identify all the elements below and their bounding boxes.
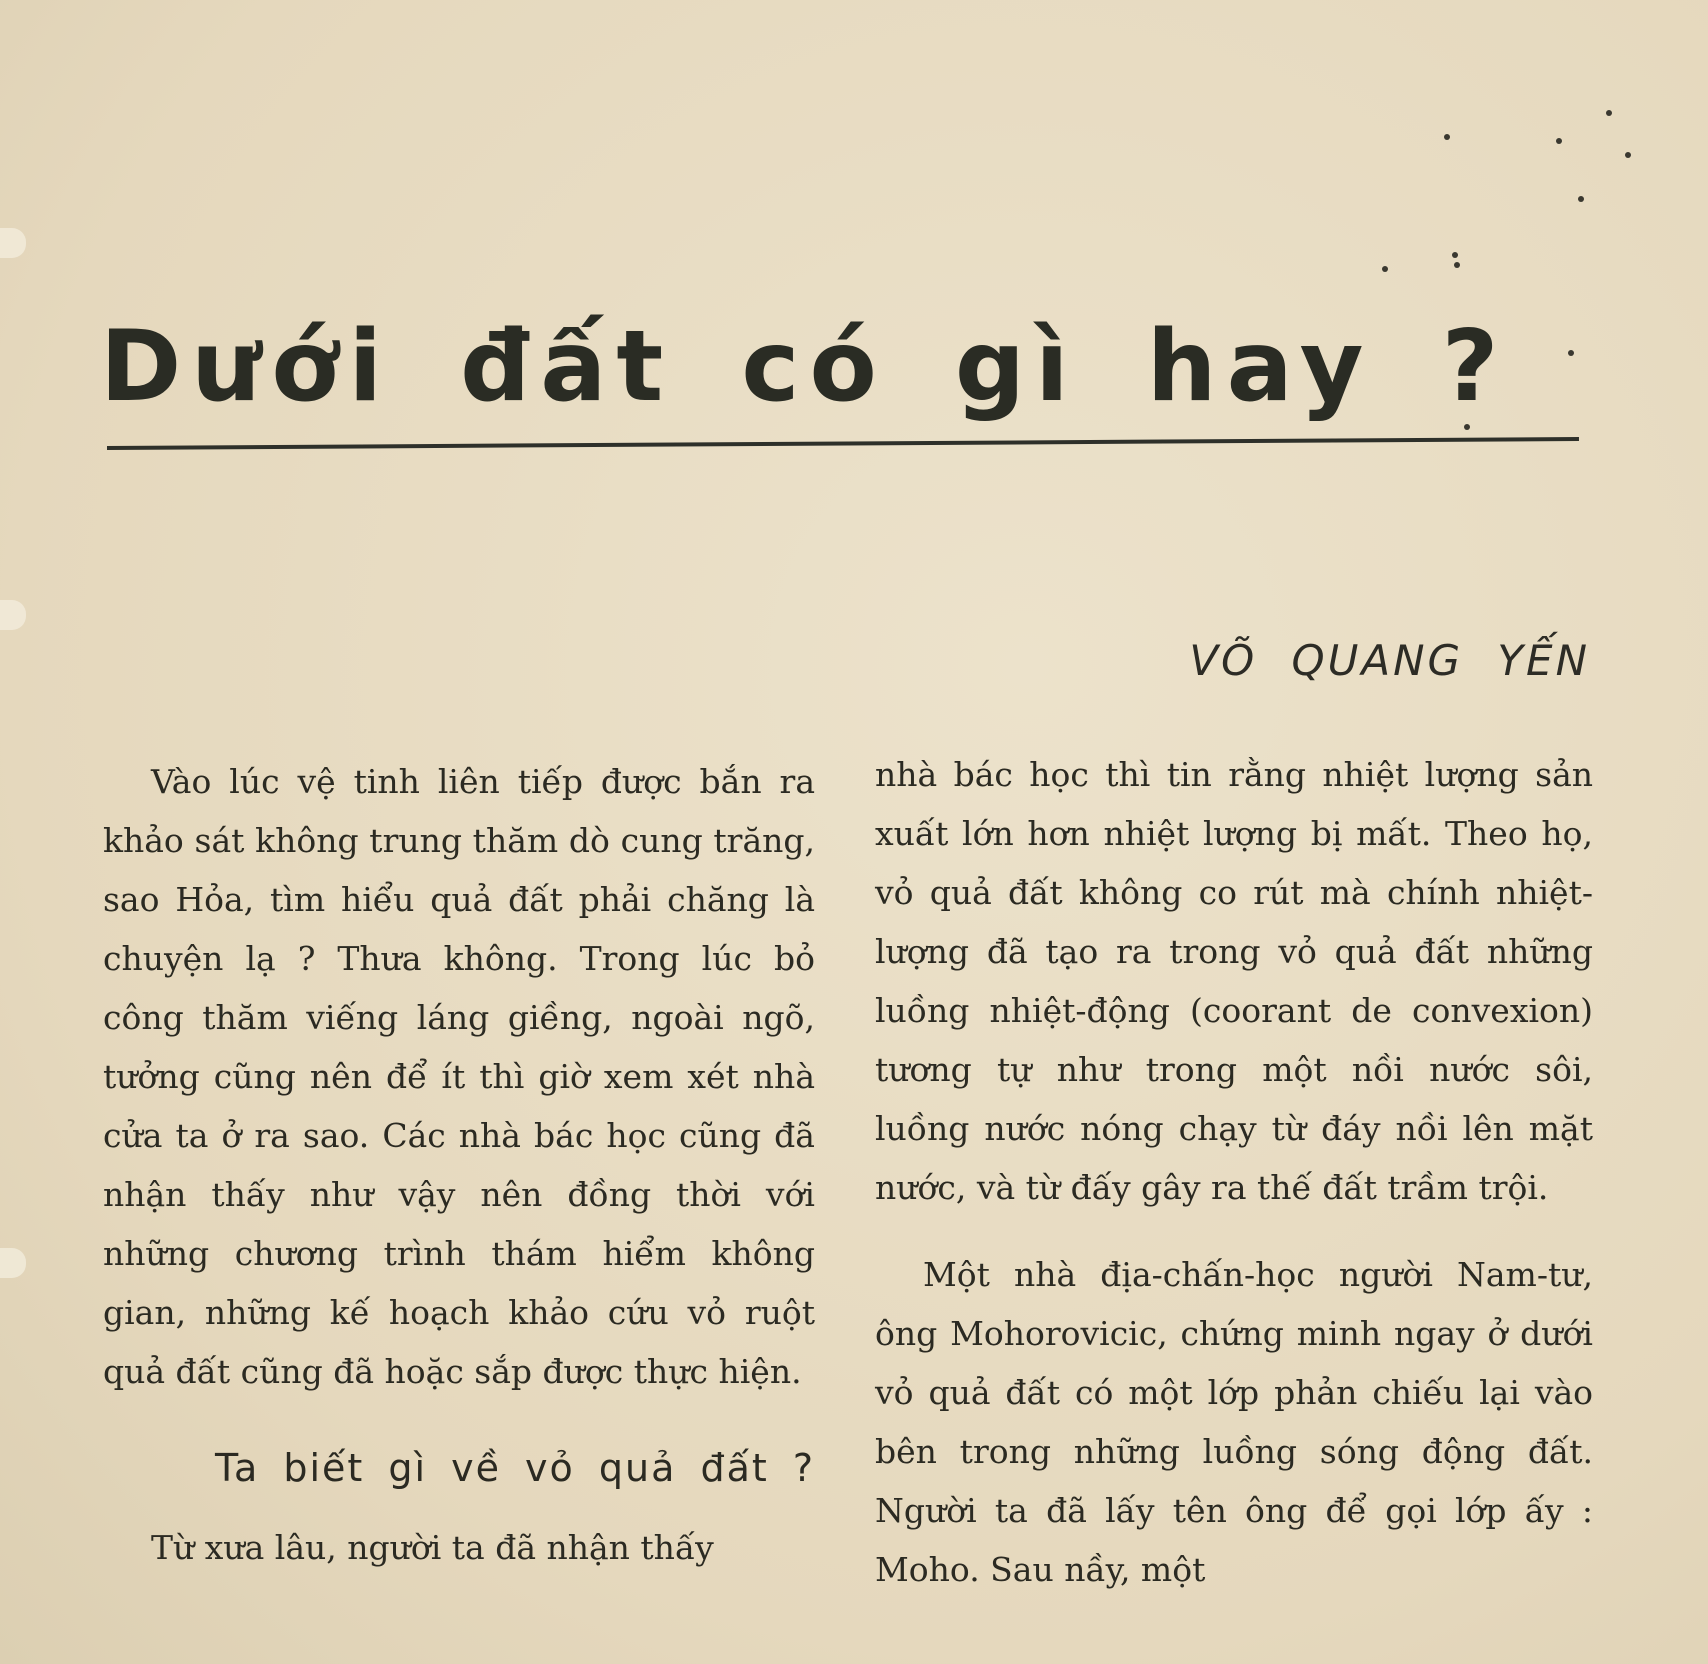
body-paragraph: nhà bác học thì tin rằng nhiệt lượng sản xuất lớn hơn nhiệt lượng bị mất. Theo họ, vỏ quả đất không co rút mà chính nhiệt-lượng đã tạo ra trong vỏ quả đất những luồng nhiệt-động (coorant de convexion) tương tự như trong một nồi nước sôi, luồng nước nóng chạy từ đáy nồi lên mặt nước, và từ đấy gây ra thế đất trầm trội. (875, 755, 1593, 1207)
title-underline (107, 437, 1579, 450)
ink-speck (1625, 152, 1631, 158)
ink-speck (1556, 138, 1562, 144)
paper-edge-tear (0, 600, 26, 630)
ink-speck (1452, 252, 1458, 258)
ink-speck (1382, 266, 1388, 272)
body-paragraph: Vào lúc vệ tinh liên tiếp được bắn ra khảo sát không trung thăm dò cung trăng, sao Hỏa, tìm hiểu quả đất phải chăng là chuyện lạ ? Thưa không. Trong lúc bỏ công thăm viếng láng giềng, ngoài ngõ, tưởng cũng nên để ít thì giờ xem xét nhà cửa ta ở ra sao. Các nhà bác học cũng đã nhận thấy như vậy nên đồng thời với những chương trình thám hiểm không gian, những kế hoạch khảo cứu vỏ ruột quả đất cũng đã hoặc sắp được thực hiện. (103, 762, 815, 1391)
body-paragraph: Một nhà địa-chấn-học người Nam-tư, ông Mohorovicic, chứng minh ngay ở dưới vỏ quả đất có một lớp phản chiếu lại vào bên trong những luồng sóng động đất. Người ta đã lấy tên ông để gọi lớp ấy : Moho. Sau nầy, một (875, 1255, 1593, 1589)
left-column (103, 752, 815, 1577)
right-column (875, 745, 1593, 1599)
ink-speck (1454, 262, 1460, 268)
paper-edge-tear (0, 1248, 26, 1278)
section-heading: Ta biết gì về vỏ quả đất ? (215, 1446, 815, 1490)
ink-speck (1444, 134, 1450, 140)
article-author: VÕ QUANG YẾN (1189, 636, 1590, 685)
paper-edge-tear (0, 228, 26, 258)
ink-speck (1568, 350, 1574, 356)
ink-speck (1578, 196, 1584, 202)
article-title: Dưới đất có gì hay ? (100, 310, 1509, 424)
ink-speck (1606, 110, 1612, 116)
body-paragraph: Từ xưa lâu, người ta đã nhận thấy (151, 1528, 714, 1567)
ink-speck (1464, 424, 1470, 430)
